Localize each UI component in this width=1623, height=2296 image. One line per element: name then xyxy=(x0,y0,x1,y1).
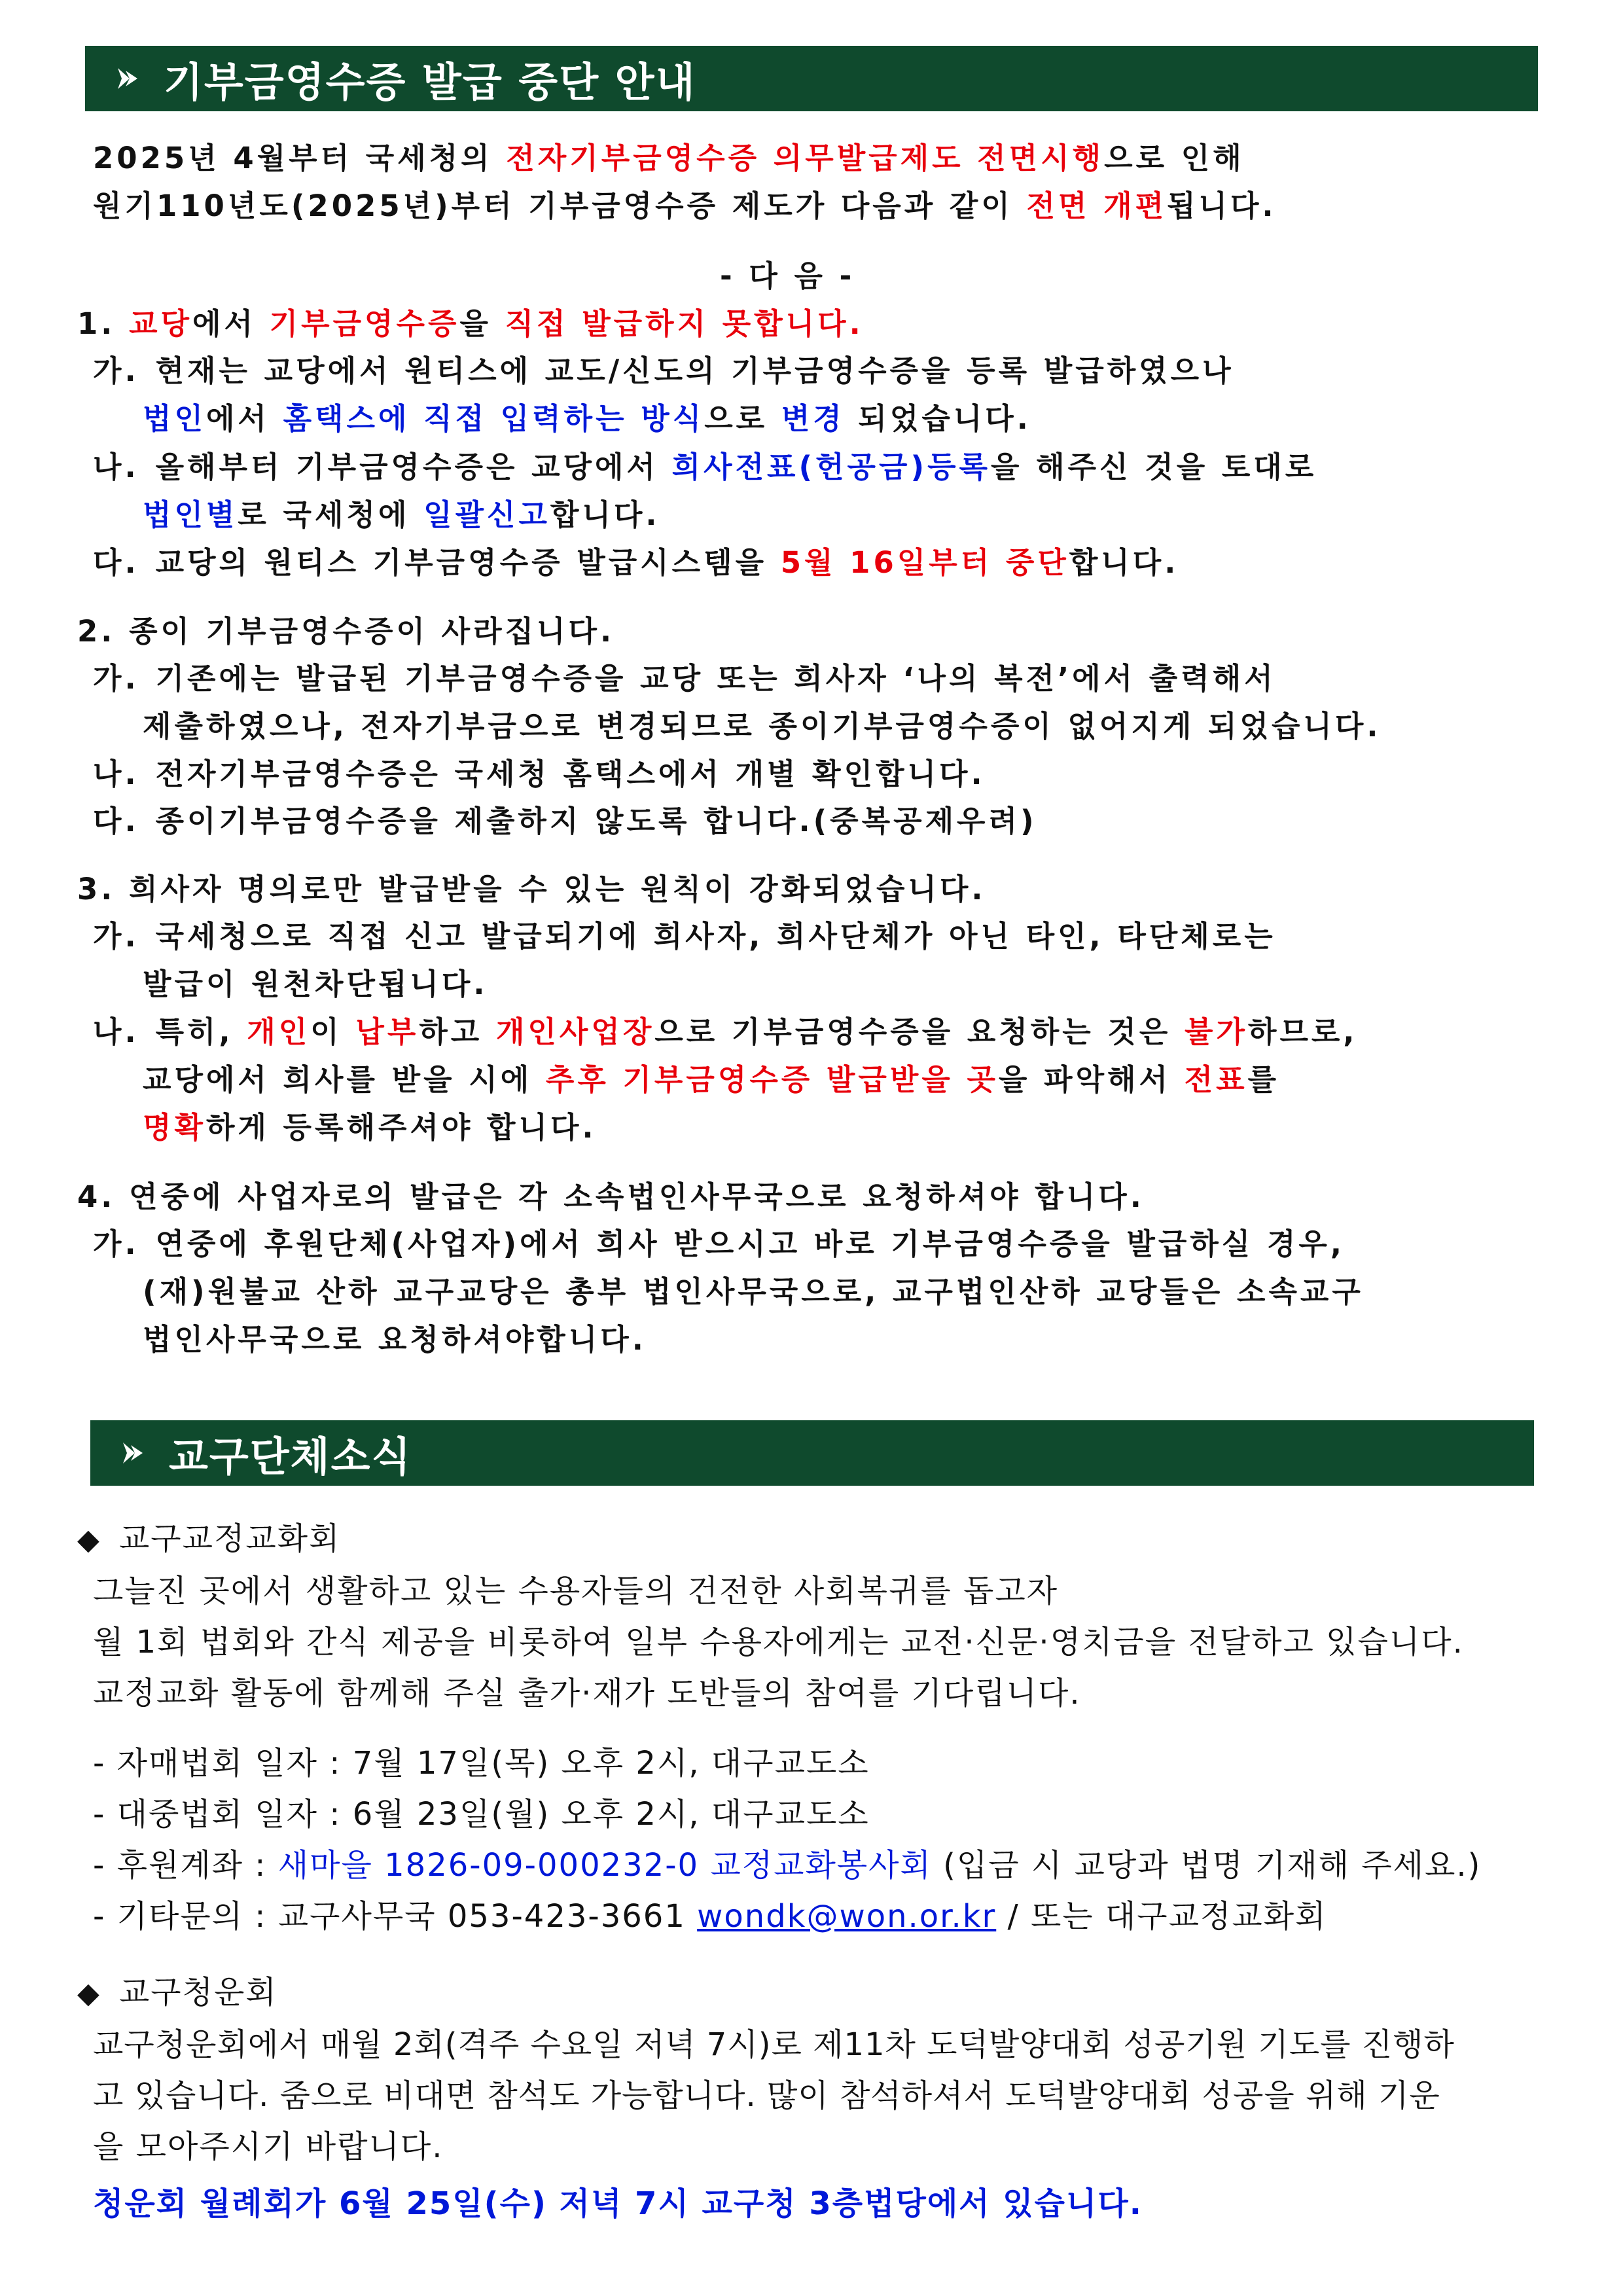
paragraph-line: 교정교화 활동에 함께해 주실 출가·재가 도반들의 참여를 기다립니다. xyxy=(93,1675,1081,1712)
item-3-heading: 3. 희사자 명의로만 발급받을 수 있는 원칙이 강화되었습니다. xyxy=(77,872,986,906)
item-3b-line-1: 나. 특히, 개인이 납부하고 개인사업장으로 기부금영수증을 요청하는 것은 불가하므로, xyxy=(93,1014,1358,1049)
item-1c: 다. 교당의 원티스 기부금영수증 발급시스템을 5월 16일부터 중단합니다. xyxy=(93,545,1179,580)
item-2c: 다. 종이기부금영수증을 제출하지 않도록 합니다.(중복공제우려) xyxy=(93,804,1037,838)
item-3b-line-3: 명확하게 등록해주셔야 합니다. xyxy=(143,1110,597,1145)
item-1b-line-1: 나. 올해부터 기부금영수증은 교당에서 희사전표(헌공금)등록을 해주신 것을 토대로 xyxy=(93,450,1317,484)
intro-line-2: 원기110년도(2025년)부터 기부금영수증 제도가 다음과 같이 전면 개편됩니다. xyxy=(93,188,1277,223)
item-1a-line-1: 가. 현재는 교당에서 원티스에 교도/신도의 기부금영수증을 등록 발급하였으나 xyxy=(93,353,1234,388)
item-4a-line-2: (재)원불교 산하 교구교당은 총부 법인사무국으로, 교구법인산하 교당들은 소속교구 xyxy=(143,1274,1364,1309)
section-header-groups xyxy=(90,1420,1534,1486)
paragraph-line: 고 있습니다. 줌으로 비대면 참석도 가능합니다. 많이 참석하셔서 도덕발양대회 성공을 위해 기운 xyxy=(93,2077,1440,2114)
item-3b-line-2: 교당에서 희사를 받을 시에 추후 기부금영수증 발급받을 곳을 파악해서 전표를 xyxy=(143,1062,1280,1097)
item-3a-line-2: 발급이 원천차단됩니다. xyxy=(143,967,488,1001)
item-2a-line-1: 가. 기존에는 발급된 기부금영수증을 교당 또는 희사자 ‘나의 복전’에서 출력해서 xyxy=(93,661,1276,696)
paragraph-line: 월 1회 법회와 간식 제공을 비롯하여 일부 수용자에게는 교전·신문·영치금을 전달하고 있습니다. xyxy=(93,1624,1464,1660)
bullet-donation-account: - 후원계좌 : 새마을 1826-09-000232-0 교정교화봉사회 (입금 시 교당과 법명 기재해 주세요.) xyxy=(93,1847,1482,1884)
monthly-meeting-notice: 청운회 월례회가 6월 25일(수) 저녁 7시 교구청 3층법당에서 있습니다. xyxy=(93,2185,1143,2222)
diamond-bullet-icon: ◆ xyxy=(77,1523,101,1556)
item-1a-line-2: 법인에서 홈택스에 직접 입력하는 방식으로 변경 되었습니다. xyxy=(143,401,1031,436)
section-title: 교구단체소식 xyxy=(169,1432,412,1480)
bullet-contact: - 기타문의 : 교구사무국 053-423-3661 wondk@won.or.kr / 또는 대구교정교화회 xyxy=(93,1898,1327,1935)
item-4a-line-1: 가. 연중에 후원단체(사업자)에서 희사 받으시고 바로 기부금영수증을 발급하실 경우, xyxy=(93,1227,1345,1261)
intro-line-1: 2025년 4월부터 국세청의 전자기부금영수증 의무발급제도 전면시행으로 인해 xyxy=(93,141,1245,175)
item-2a-line-2: 제출하였으나, 전자기부금으로 변경되므로 종이기부금영수증이 없어지게 되었습니다. xyxy=(143,709,1382,744)
item-1-heading: 1. 교당에서 기부금영수증을 직접 발급하지 못합니다. xyxy=(77,306,864,341)
item-4a-line-3: 법인사무국으로 요청하셔야합니다. xyxy=(143,1322,647,1357)
section-header-donation xyxy=(85,46,1538,111)
email-link[interactable]: wondk@won.or.kr xyxy=(697,1898,997,1935)
item-2-heading: 2. 종이 기부금영수증이 사라집니다. xyxy=(77,614,615,649)
group-title-correction: ◆ 교구교정교화회 xyxy=(77,1520,341,1557)
paragraph-line: 을 모아주시기 바랍니다. xyxy=(93,2128,444,2165)
header-arrow-icon xyxy=(110,1420,156,1486)
header-arrow-icon xyxy=(105,46,151,111)
item-2b: 나. 전자기부금영수증은 국세청 홈택스에서 개별 확인합니다. xyxy=(93,757,986,791)
paragraph-line: 그늘진 곳에서 생활하고 있는 수용자들의 건전한 사회복귀를 돕고자 xyxy=(93,1573,1059,1609)
item-3a-line-1: 가. 국세청으로 직접 신고 발급되기에 희사자, 희사단체가 아닌 타인, 타단체로는 xyxy=(93,919,1276,954)
center-heading: - 다 음 - xyxy=(720,259,855,293)
item-1b-line-2: 법인별로 국세청에 일괄신고합니다. xyxy=(143,497,660,532)
diamond-bullet-icon: ◆ xyxy=(77,1977,101,2010)
bullet-sister-service: - 자매법회 일자 : 7월 17일(목) 오후 2시, 대구교도소 xyxy=(93,1745,870,1782)
paragraph-line: 교구청운회에서 매월 2회(격주 수요일 저녁 7시)로 제11차 도덕발양대회 성공기원 기도를 진행하 xyxy=(93,2026,1455,2063)
section-title: 기부금영수증 발급 중단 안내 xyxy=(164,58,696,106)
item-4-heading: 4. 연중에 사업자로의 발급은 각 소속법인사무국으로 요청하셔야 합니다. xyxy=(77,1179,1145,1214)
group-title-youth: ◆ 교구청운회 xyxy=(77,1974,277,2011)
bullet-public-service: - 대중법회 일자 : 6월 23일(월) 오후 2시, 대구교도소 xyxy=(93,1796,870,1833)
